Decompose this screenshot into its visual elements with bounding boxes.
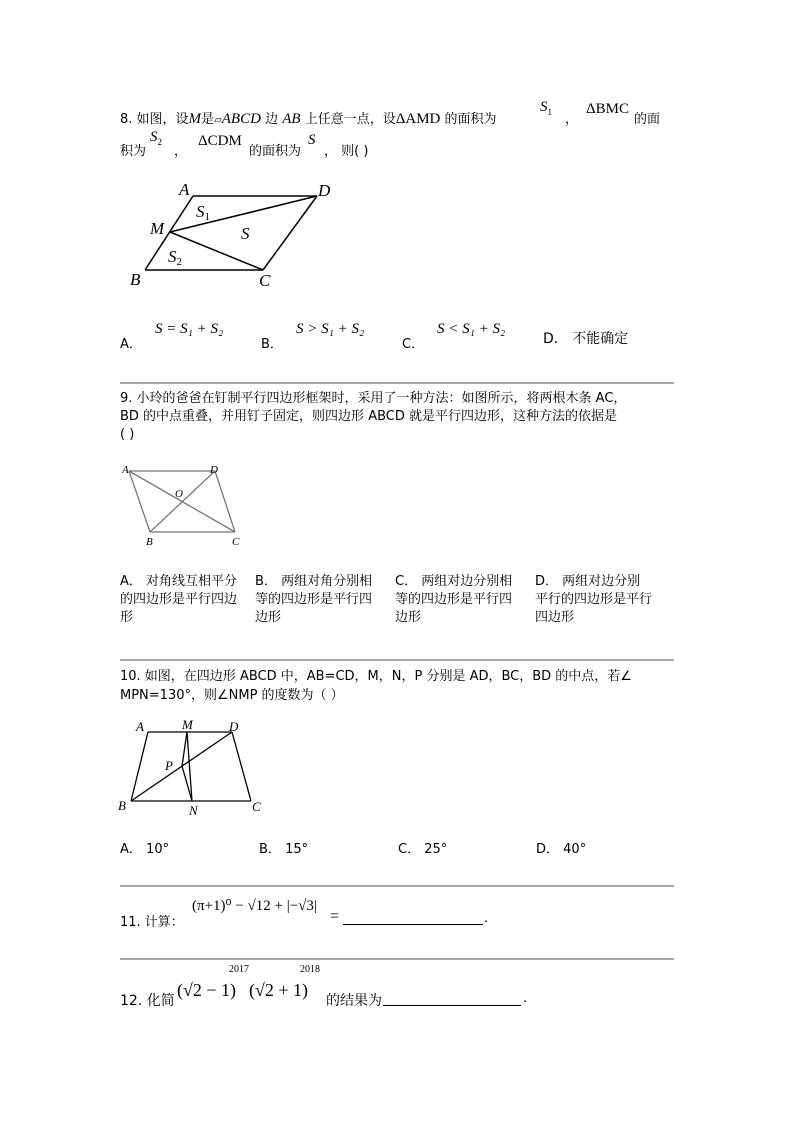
q8-any: 上任意一点，设 xyxy=(304,112,396,127)
q10-stem xyxy=(120,667,632,705)
q8-var-ABCD: ABCD xyxy=(221,111,261,127)
label-D: D xyxy=(210,464,218,476)
q8-option-B-formula[interactable]: S > S₁ + S₂ xyxy=(296,321,365,337)
q8-S: S xyxy=(308,132,316,148)
q11-end: . xyxy=(484,911,489,926)
q8-option-B-letter[interactable]: B． xyxy=(261,337,283,352)
q8-area-part2: 积为 xyxy=(120,144,147,159)
q8-prefix: 8. 如图，设 xyxy=(120,112,189,127)
label-S2: S2 xyxy=(168,247,182,268)
q8-stem-line1 xyxy=(120,108,497,128)
q8-option-A-formula[interactable]: S = S₁ + S₂ xyxy=(155,321,224,337)
q9-stem xyxy=(120,390,626,444)
q8-comma2: ， xyxy=(174,144,188,159)
q8-tri-AMD: ΔAMD xyxy=(395,111,441,127)
q8-option-C-formula[interactable]: S < S₁ + S₂ xyxy=(437,321,506,337)
label-C: C xyxy=(252,799,261,814)
parallelogram-symbol: ▱ xyxy=(214,115,222,126)
label-D: D xyxy=(318,181,331,200)
q11-prefix: 11. 计算： xyxy=(120,915,184,930)
q12-suffix: 的结果为 xyxy=(326,993,382,1009)
q11-answer-blank[interactable] xyxy=(343,912,483,925)
q8-is: 是 xyxy=(201,112,215,127)
label-M: M xyxy=(182,717,193,732)
label-N: N xyxy=(189,803,198,818)
q11-expression: (π+1)⁰ − √12 + |−√3| xyxy=(192,898,317,914)
label-M: M xyxy=(150,219,165,238)
label-S1: S1 xyxy=(196,202,210,223)
q12-prefix: 12. 化简 xyxy=(120,993,175,1009)
q9-figure xyxy=(118,460,248,550)
q8-area-part1: 的面 xyxy=(634,112,661,127)
label-B: B xyxy=(146,536,153,548)
q10-figure xyxy=(118,715,268,820)
q10-line1: 10. 如图，在四边形 ABCD 中，AB=CD，M，N，P 分别是 AD，BC，BD 的中点，若∠ xyxy=(120,669,632,684)
segment-MP xyxy=(182,732,187,766)
q8-var-M: M xyxy=(188,111,202,127)
edge-AB xyxy=(129,471,150,532)
q12-end: . xyxy=(523,991,528,1006)
q9-option-A[interactable]: A． 对角线互相平分的四边形是平行四边形 xyxy=(120,574,238,625)
q8-S2: $S_2$ xyxy=(150,129,162,147)
q10-option-A[interactable]: A． 10° xyxy=(120,842,170,857)
q10-option-C[interactable]: C． 25° xyxy=(398,842,448,857)
label-S: S xyxy=(241,224,250,243)
q10-option-B[interactable]: B． 15° xyxy=(259,842,309,857)
label-P: P xyxy=(165,758,173,773)
label-B: B xyxy=(130,270,141,289)
q9-option-D[interactable]: D． 两组对边分别平行的四边形是平行四边形 xyxy=(535,574,653,625)
q9-option-B[interactable]: B． 两组对角分别相等的四边形是平行四边形 xyxy=(255,574,373,625)
q8-comma1: ， xyxy=(565,112,579,127)
separator-2 xyxy=(120,659,674,661)
separator-3 xyxy=(120,885,674,887)
q8-then: ， 则( ) xyxy=(324,144,369,159)
label-O: O xyxy=(175,488,183,500)
q12-answer-blank[interactable] xyxy=(383,993,521,1006)
q11-equals: = xyxy=(330,908,340,925)
q9-line1: 9. 小玲的爸爸在钉制平行四边形框架时，采用了一种方法：如图所示，将两根木条 AC， xyxy=(120,391,627,406)
q9-line2: BD 的中点重叠，并用钉子固定，则四边形 ABCD 就是平行四边形，这种方法的依据是 xyxy=(120,409,617,424)
q10-option-D[interactable]: D． 40° xyxy=(536,842,587,857)
q12-exp2: 2018 xyxy=(300,964,320,975)
label-C: C xyxy=(232,536,240,548)
q9-option-C[interactable]: C． 两组对边分别相等的四边形是平行四边形 xyxy=(395,574,513,625)
label-C: C xyxy=(259,271,271,290)
q12-exp1: 2017 xyxy=(229,964,249,975)
q8-option-C-letter[interactable]: C． xyxy=(402,337,425,352)
label-D: D xyxy=(229,719,239,734)
label-A: A xyxy=(136,719,144,734)
q8-figure xyxy=(120,175,350,295)
separator-1 xyxy=(120,382,674,384)
q8-option-A-letter[interactable]: A． xyxy=(120,337,142,352)
q8-area-is: 的面积为 xyxy=(444,112,497,127)
label-B: B xyxy=(118,798,126,813)
diagonal-BD xyxy=(150,471,215,532)
q12-base2: (√2 + 1) xyxy=(249,980,309,1000)
q8-tri-CDM: ΔCDM xyxy=(198,133,242,149)
q8-S1: $S_1$ xyxy=(540,99,552,117)
label-A: A xyxy=(122,464,129,476)
q12-base1: (√2 − 1) xyxy=(177,980,237,1000)
label-A: A xyxy=(179,180,190,199)
separator-4 xyxy=(120,958,674,960)
edge-DC xyxy=(232,732,251,801)
q8-option-D[interactable]: D． 不能确定 xyxy=(543,331,629,347)
q10-line2: MPN=130°，则∠NMP 的度数为（ ） xyxy=(120,688,344,703)
q9-line3: ( ) xyxy=(120,427,135,442)
q8-tri-BMC: ΔBMC xyxy=(586,101,629,117)
q8-area-is-3: 的面积为 xyxy=(249,144,302,159)
q8-var-AB: AB xyxy=(282,111,301,127)
q8-edge: 边 xyxy=(265,112,279,127)
